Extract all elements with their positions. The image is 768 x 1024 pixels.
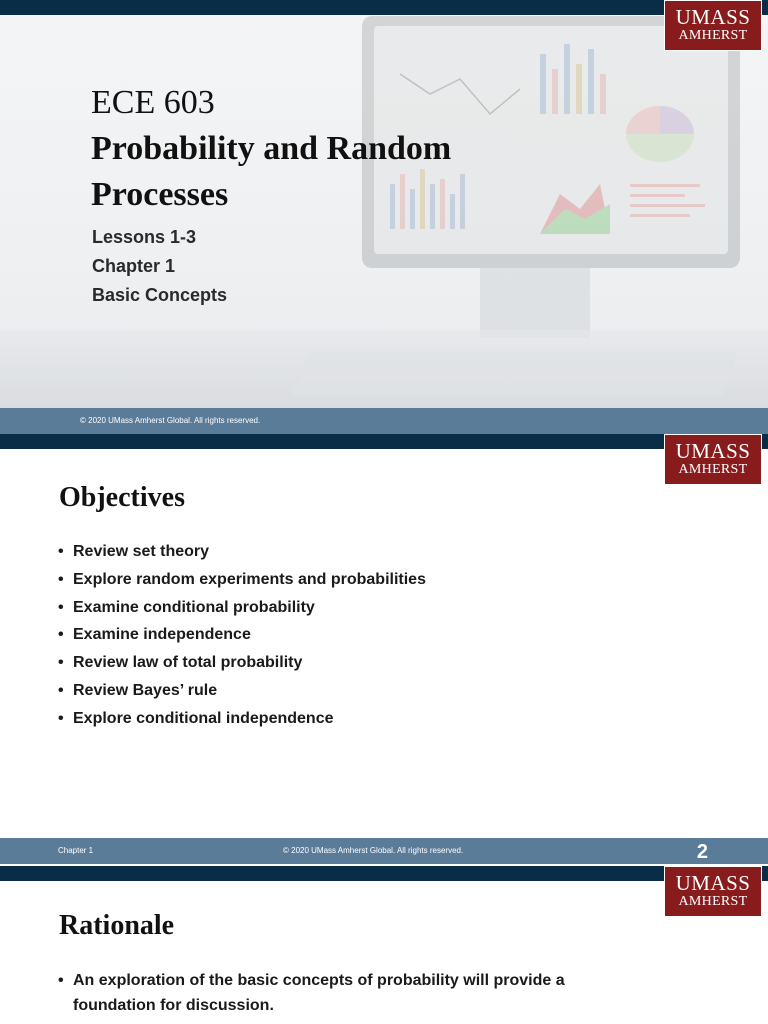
footer-copyright: © 2020 UMass Amherst Global. All rights reserved. (283, 846, 464, 855)
list-item: • Explore random experiments and probabilities (58, 566, 426, 594)
objectives-list (58, 538, 426, 733)
rationale-slide (0, 866, 768, 1024)
umass-amherst-logo: UMASS AMHERST (664, 866, 762, 917)
footer-chapter: Chapter 1 (58, 846, 94, 855)
slide-heading: Objectives (59, 482, 185, 513)
umass-amherst-logo: UMASS AMHERST (664, 434, 762, 485)
subtitle-chapter: Chapter 1 (92, 256, 176, 276)
list-item: • Review law of total probability (58, 649, 426, 677)
list-item: • Examine independence (58, 621, 426, 649)
subtitle-lessons: Lessons 1-3 (92, 227, 197, 247)
list-item: • Review Bayes’ rule (58, 677, 426, 705)
footer-bar (0, 838, 768, 864)
list-item: • Explore conditional independence (58, 705, 426, 733)
top-bar (0, 866, 768, 881)
bullet-line-1: • An exploration of the basic concepts of probability will provide a (73, 972, 565, 989)
slide-title (91, 80, 551, 218)
list-item: • Review set theory (58, 538, 426, 566)
list-item: • Examine conditional probability (58, 594, 426, 622)
footer-bar (0, 408, 768, 434)
title-line-1: Probability and Random (91, 130, 452, 167)
top-bar (0, 434, 768, 449)
slide-heading: Rationale (59, 910, 175, 941)
title-slide (0, 0, 768, 434)
course-code: ECE 603 (91, 84, 215, 121)
page-number: 2 (696, 841, 708, 863)
monitor-stand-image (480, 268, 590, 338)
subtitle-topic: Basic Concepts (92, 285, 228, 305)
title-line-2: Processes (91, 176, 229, 213)
objectives-slide (0, 434, 768, 866)
bullet-line-2: foundation for discussion. (73, 997, 274, 1014)
footer-copyright: © 2020 UMass Amherst Global. All rights reserved. (80, 416, 261, 425)
subtitle-block (92, 223, 227, 310)
list-item (58, 968, 565, 1018)
keyboard-image (292, 352, 738, 396)
rationale-list (58, 968, 565, 1018)
top-bar (0, 0, 768, 15)
umass-amherst-logo: UMASS AMHERST (664, 0, 762, 51)
